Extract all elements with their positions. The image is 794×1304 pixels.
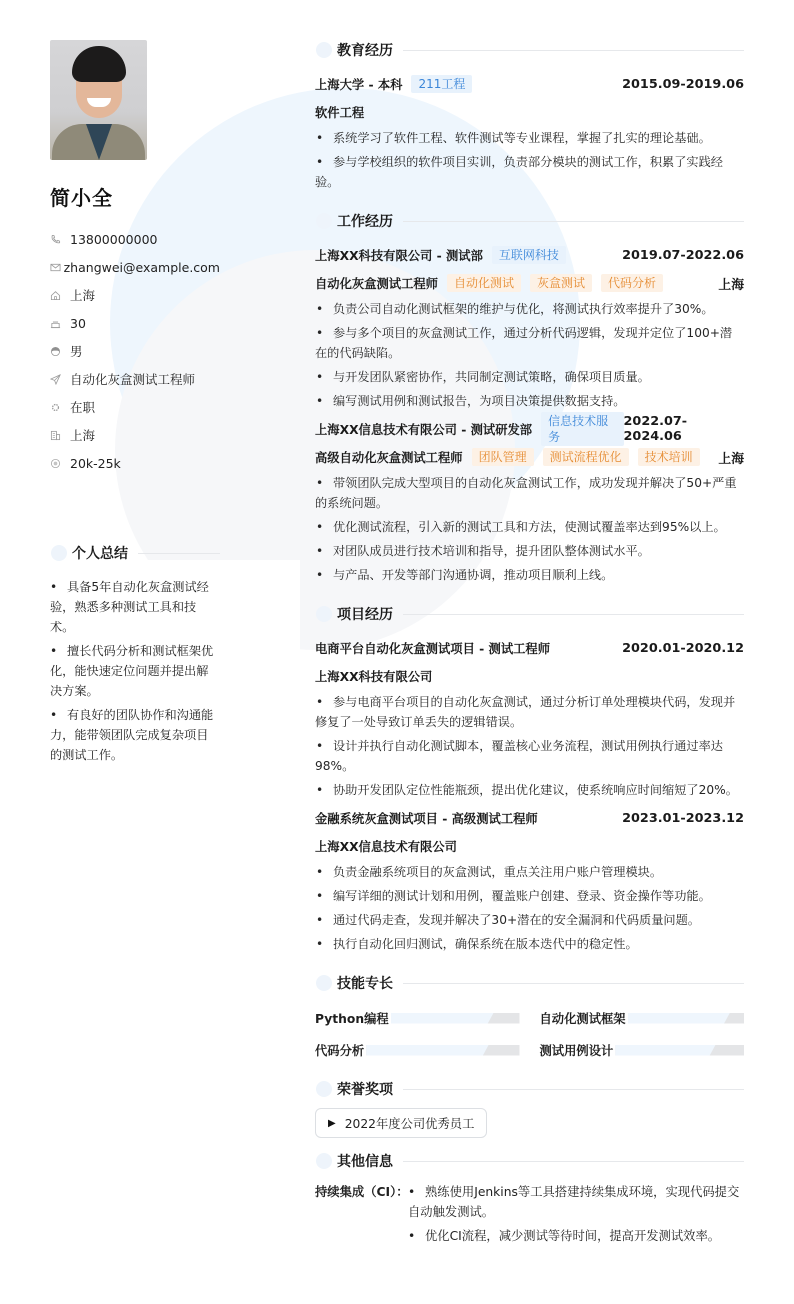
projects-heading: 项目经历	[315, 603, 744, 625]
divider	[403, 50, 744, 51]
school-name: 上海大学 - 本科	[315, 78, 403, 92]
gender-icon	[50, 346, 70, 357]
other-section	[315, 1150, 744, 1250]
status-icon	[50, 402, 70, 413]
avatar-photo	[50, 40, 147, 160]
divider	[403, 614, 744, 615]
job-role: 自动化灰盒测试工程师	[315, 277, 438, 291]
company-name: 上海XX信息技术有限公司 - 测试研发部	[315, 423, 533, 437]
other-heading: 其他信息	[315, 1150, 744, 1172]
summary-item: • 具备5年自动化灰盒测试经验，熟悉多种测试工具和技术。	[50, 577, 215, 637]
work-location: 上海	[718, 277, 744, 293]
project-name: 电商平台自动化灰盒测试项目 - 测试工程师	[315, 642, 551, 656]
project-date: 2020.01-2020.12	[622, 640, 744, 656]
expand-triangle-icon: ▶	[328, 1117, 336, 1129]
school-tag: 211工程	[411, 75, 472, 93]
section-dot-icon	[316, 975, 332, 991]
work-bullets: • 带领团队完成大型项目的自动化灰盒测试工作，成功发现并解决了50+严重的系统问题。 • 优化测试流程，引入新的测试工具和方法，使测试覆盖率达到95%以上。 • 对团队成员进行技术培训和指导，提升团队整体测试水平。 • 与产品、开发等部门沟通协调，推动项目顺利上线。	[315, 473, 744, 585]
job-role: 高级自动化灰盒测试工程师	[315, 451, 463, 465]
divider	[138, 553, 220, 554]
skill-item: 代码分析	[315, 1034, 520, 1066]
project-entry	[315, 804, 744, 954]
other-entry	[315, 1182, 744, 1250]
skill-level-bar	[615, 1045, 744, 1056]
info-email: zhangwei@example.com	[50, 253, 220, 281]
education-section	[315, 39, 744, 192]
skill-tag: 代码分析	[601, 274, 663, 292]
major: 软件工程	[315, 106, 365, 120]
building-icon	[50, 430, 70, 441]
section-dot-icon	[316, 213, 332, 229]
section-dot-icon	[316, 1081, 332, 1097]
summary-item: • 有良好的团队协作和沟通能力，能带领团队完成复杂项目的测试工作。	[50, 705, 215, 765]
divider	[403, 983, 744, 984]
project-date: 2023.01-2023.12	[622, 810, 744, 826]
info-work-city: 上海	[50, 421, 220, 449]
section-dot-icon	[316, 606, 332, 622]
project-bullets: • 参与电商平台项目的自动化灰盒测试，通过分析订单处理模块代码，发现并修复了一处导致订单丢失的逻辑错误。 • 设计并执行自动化测试脚本，覆盖核心业务流程，测试用例执行通过率达98%。 • 协助开发团队定位性能瓶颈，提出优化建议，使系统响应时间缩短了20%。	[315, 692, 744, 800]
awards-section	[315, 1078, 744, 1138]
cake-icon	[50, 318, 70, 329]
project-company: 上海XX科技有限公司	[315, 670, 433, 684]
info-phone: 13800000000	[50, 225, 220, 253]
info-city: 上海	[50, 281, 220, 309]
awards-heading: 荣誉奖项	[315, 1078, 744, 1100]
info-position: 自动化灰盒测试工程师	[50, 365, 220, 393]
skill-item: 自动化测试框架	[540, 1002, 745, 1034]
section-dot-icon	[51, 545, 67, 561]
education-entry	[315, 70, 744, 192]
work-date: 2022.07-2024.06	[623, 414, 688, 444]
divider	[403, 1161, 744, 1162]
company-name: 上海XX科技有限公司 - 测试部	[315, 249, 483, 263]
education-bullets: • 系统学习了软件工程、软件测试等专业课程，掌握了扎实的理论基础。 • 参与学校组织的软件项目实训，负责部分模块的测试工作，积累了实践经验。	[315, 128, 744, 192]
other-bullets: • 熟练使用Jenkins等工具搭建持续集成环境，实现代码提交自动触发测试。 • 优化CI流程，减少测试等待时间，提高开发测试效率。	[408, 1182, 744, 1250]
profile-sidebar	[50, 40, 220, 477]
skill-tag: 技术培训	[638, 448, 700, 466]
divider	[403, 221, 744, 222]
award-toggle-button[interactable]: ▶ 2022年度公司优秀员工	[315, 1108, 487, 1138]
skill-tag: 测试流程优化	[543, 448, 629, 466]
salary-icon	[50, 458, 70, 469]
main-content	[315, 39, 744, 1250]
info-salary: 20k-25k	[50, 449, 220, 477]
work-bullets: • 负责公司自动化测试框架的维护与优化，将测试执行效率提升了30%。 • 参与多个项目的灰盒测试工作，通过分析代码逻辑，发现并定位了100+潜在的代码缺陷。 • 与开发团队紧密协作，共同制定测试策略，确保项目质量。 • 编写测试用例和测试报告，为项目决策提供数据支持。	[315, 299, 744, 411]
project-name: 金融系统灰盒测试项目 - 高级测试工程师	[315, 812, 538, 826]
project-entry	[315, 634, 744, 800]
skill-level-bar	[391, 1013, 520, 1024]
info-gender: 男	[50, 337, 220, 365]
profile-info-list	[50, 225, 220, 477]
work-entry	[315, 415, 744, 585]
phone-icon	[50, 234, 70, 245]
section-dot-icon	[316, 42, 332, 58]
industry-tag: 信息技术服务	[541, 412, 623, 446]
project-bullets: • 负责金融系统项目的灰盒测试，重点关注用户账户管理模块。 • 编写详细的测试计划和用例，覆盖账户创建、登录、资金操作等功能。 • 通过代码走查，发现并解决了30+潜在的安全漏洞和代码质量问题。 • 执行自动化回归测试，确保系统在版本迭代中的稳定性。	[315, 862, 744, 954]
summary-heading: 个人总结	[50, 542, 220, 564]
summary-item: • 擅长代码分析和测试框架优化，能快速定位问题并提出解决方案。	[50, 641, 215, 701]
send-icon	[50, 374, 70, 385]
skill-level-bar	[628, 1013, 744, 1024]
info-status: 在职	[50, 393, 220, 421]
skill-item: 测试用例设计	[540, 1034, 745, 1066]
project-company: 上海XX信息技术有限公司	[315, 840, 457, 854]
skills-grid	[315, 1002, 744, 1066]
other-label: 持续集成（CI）：	[315, 1185, 409, 1199]
home-icon	[50, 290, 70, 301]
section-dot-icon	[316, 1153, 332, 1169]
skill-tag: 团队管理	[472, 448, 534, 466]
work-heading: 工作经历	[315, 210, 744, 232]
info-age: 30	[50, 309, 220, 337]
education-date: 2015.09-2019.06	[622, 76, 744, 92]
work-location: 上海	[718, 451, 744, 467]
divider	[403, 1089, 744, 1090]
education-heading: 教育经历	[315, 39, 744, 61]
skills-section	[315, 972, 744, 1066]
industry-tag: 互联网科技	[492, 246, 566, 264]
profile-name: 简小全	[50, 186, 113, 210]
skill-tag: 灰盒测试	[530, 274, 592, 292]
work-entry	[315, 241, 744, 411]
skill-item: Python编程	[315, 1002, 520, 1034]
work-date: 2019.07-2022.06	[622, 247, 744, 263]
email-icon	[50, 262, 64, 273]
projects-section	[315, 603, 744, 954]
skill-level-bar	[366, 1045, 519, 1056]
skill-tag: 自动化测试	[447, 274, 521, 292]
skills-heading: 技能专长	[315, 972, 744, 994]
work-section	[315, 210, 744, 585]
summary-list	[50, 577, 215, 769]
